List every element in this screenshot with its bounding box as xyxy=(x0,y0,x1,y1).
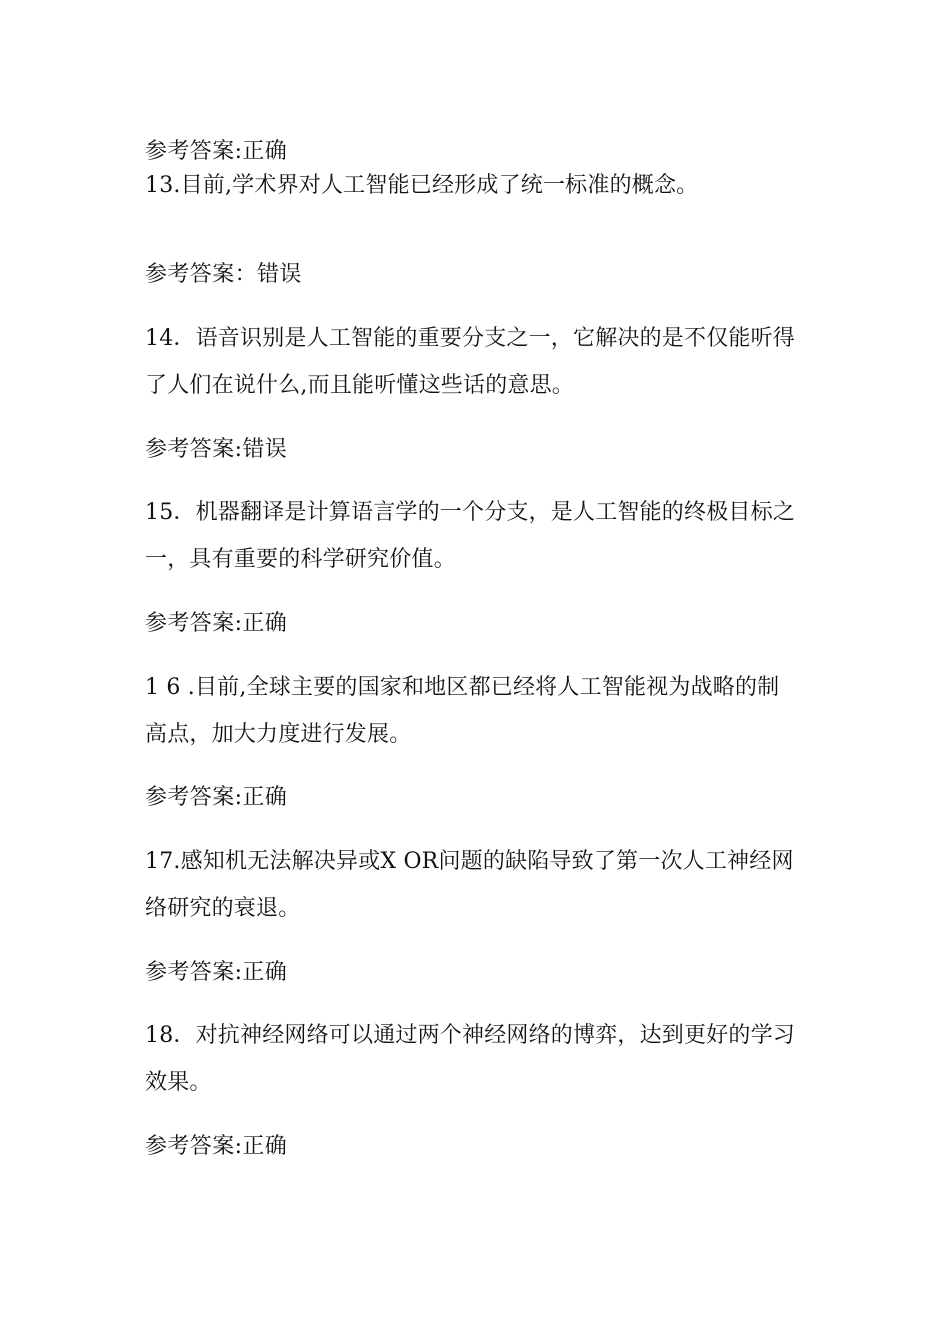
question-14-line-2: 了人们在说什么,而且能听懂这些话的意思。 xyxy=(145,373,574,398)
question-15-line-1: 15．机器翻译是计算语言学的一个分支，是人工智能的终极目标之 xyxy=(145,500,795,525)
question-18-line-1: 18．对抗神经网络可以通过两个神经网络的博弈，达到更好的学习 xyxy=(145,1023,795,1048)
answer-12: 参考答案:正确 xyxy=(145,139,288,164)
question-17-line-1: 17.感知机无法解决异或X OR问题的缺陷导致了第一次人工神经网 xyxy=(145,849,794,874)
answer-14: 参考答案:错误 xyxy=(145,437,288,462)
answer-16: 参考答案:正确 xyxy=(145,785,288,810)
question-16-line-1: 1 6 .目前,全球主要的国家和地区都已经将人工智能视为战略的制 xyxy=(145,675,780,700)
answer-17: 参考答案:正确 xyxy=(145,960,288,985)
question-17-line-2: 络研究的衰退。 xyxy=(145,896,301,921)
answer-15: 参考答案:正确 xyxy=(145,611,288,636)
question-13-line-1: 13.目前,学术界对人工智能已经形成了统一标准的概念。 xyxy=(145,173,699,198)
question-18-line-2: 效果。 xyxy=(145,1070,212,1095)
question-14-line-1: 14．语音识别是人工智能的重要分支之一，它解决的是不仅能听得 xyxy=(145,326,795,351)
answer-18: 参考答案:正确 xyxy=(145,1134,288,1159)
question-16-line-2: 高点，加大力度进行发展。 xyxy=(145,722,412,747)
answer-13: 参考答案：错误 xyxy=(145,262,302,287)
question-15-line-2: 一，具有重要的科学研究价值。 xyxy=(145,547,456,572)
